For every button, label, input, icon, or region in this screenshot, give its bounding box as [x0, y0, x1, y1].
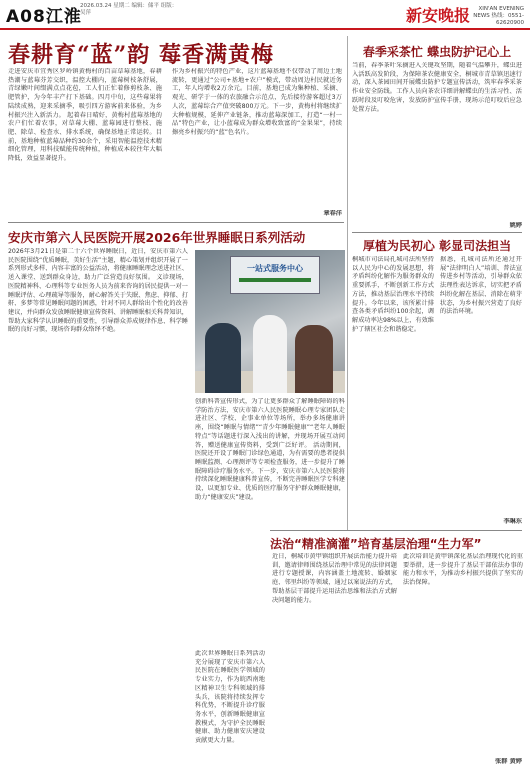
- column-divider: [347, 36, 348, 531]
- article-title-sleep-day: 安庆市第六人民医院开展2026年世界睡眠日系列活动: [8, 230, 306, 245]
- article-title-rule-of-law: 法治“精准滴灌”培育基层治理“生力军”: [270, 537, 482, 551]
- article-body-justice-col2: 据悉，孔城司法所还通过开展“法律明白人”培训、普法宣传进乡村等活动，引导群众依法理性表达诉求，切实把矛盾纠纷化解在基层、消除在萌芽状态，为乡村振兴营造了良好的法治环境。: [440, 256, 522, 316]
- person-figure: [253, 315, 287, 393]
- article-body-blueberry-col1: 走进安庆市宜秀区罗岭镇黄梅村的百亩草莓基地，春耕热潮与蓝莓芬芳交织，温控大棚内，蓝莓树枝条舒展，青绿嫩叶间缀满点点花苞，工人们正忙着修剪枝条、施肥管护，为今年丰产打下基础。四月中旬，这些莓果将陆续成熟，迎来采摘季，吸引四方游客前来体验，为乡村振兴注入新活力。 起着春日晴好，黄梅村蓝莓基地的农户们忙着农事，对草莓大棚、蓝莓园进行整枝、施肥、除草、检查水、排水系统，确保基地正常运转。目前，基地种植蓝莓品种约30余个，采用智能温控技术精细化管理，用科技赋能传统种植，种植成本较往年大幅降低，效益显著提升。: [8, 68, 162, 163]
- article-body-sleep-col3: 此次世界睡眠日系列活动充分展现了安庆市第六人民医院在睡眠医学领域的专业实力，作为皖西南地区精神卫生专科领域的排头兵，该院将持续发挥专科优势，不断提升诊疗服务水平，创新睡眠健康宣教模式，为守护全民睡眠健康、助力健康安庆建设贡献更大力量。: [195, 650, 265, 745]
- article-author-blueberry: 章春洋: [323, 210, 342, 217]
- edition-label: A08江淮: [6, 7, 82, 27]
- article-author-law: 张群 黄婷: [495, 758, 522, 765]
- issue-meta: 2026.03.24 星期二 编辑：储平 组版：吴萍: [80, 3, 178, 16]
- article-body-blueberry-col2: 作为乡村振兴的特色产业，这片蓝莓基地不仅带动了周边土地流转，更通过“公司+基地+农户”模式，带动周边村民就近务工，年人均增收2万余元。目前，基地已成为集种植、采摘、观光、研学于一体的农旅融合示范点，先后接待游客超过3万人次，蓝莓综合产值突破800万元。下一步，黄梅村将继续扩大种植规模，延伸产业链条，推动蓝莓深加工，打造“一村一品”特色产业，让小蓝莓成为群众增收致富的“金果果”，持续擦亮乡村振兴的“蓝”色名片。: [172, 68, 342, 136]
- article-title-tea-picking: 春季采茶忙 蝶虫防护记心上: [362, 45, 512, 59]
- page-header: [0, 0, 530, 30]
- article-title-justice: 厚植为民初心 彰显司法担当: [362, 239, 512, 253]
- divider: [8, 222, 344, 223]
- article-title-blueberry: 春耕育“蓝”韵 莓香满黄梅: [8, 42, 274, 68]
- person-figure: [205, 323, 241, 393]
- divider: [270, 530, 522, 531]
- article-body-justice-col1: 桐城市司法局孔城司法所坚持以人民为中心的发展思想，将矛盾纠纷化解作为服务群众的重要抓手，不断创新工作方式方法，推动基层治理水平持续提升。今年以来，该所累计排查各类矛盾纠纷100余起，调解成功率达98%以上，有效维护了辖区社会和谐稳定。: [352, 256, 434, 333]
- article-body-law-col1: 近日，桐城市黄甲镇组织开展法治能力提升培训，邀请律师围绕基层治理中常见的法律问题进行专题授课，内容涵盖土地流转、婚姻家庭、邻里纠纷等领域，通过以案说法的方式，帮助基层干部提升运用法治思维和法治方式解决问题的能力。: [272, 553, 397, 604]
- newspaper-info: XIN'AN EVENING NEWS 热线：0551-62620900: [473, 6, 524, 26]
- article-body-tea: 当前，春季茶叶采摘进入关键攻坚期，随着气温攀升，蝶虫进入活跃高发阶段，为保障茶农健康安全，桐城市青草镇迅速行动，深入茶园田间开展蝶虫防护专题宣传活动，筑牢春季采茶作业安全防线。工作人员向茶农详细讲解蝶虫的生活习性、活跃时段及叮咬危害，发放防护宣传手册，现场示范叮咬后应急处置方法。: [352, 62, 522, 113]
- article-author-justice: 李琳东: [503, 518, 522, 525]
- newspaper-brand: 新安晚报: [405, 6, 470, 25]
- person-figure: [295, 325, 333, 393]
- divider: [352, 232, 522, 233]
- article-body-law-col2: 此次培训是黄甲镇深化基层治理现代化的重要举措，进一步提升了基层干部依法办事的能力和水平，为推动乡村振兴提供了坚实的法治保障。: [403, 553, 523, 587]
- article-author-tea: 姚婷: [509, 222, 522, 229]
- service-center-sign: [230, 256, 320, 294]
- sign-text: 一站式服务中心: [247, 263, 303, 273]
- article-body-sleep-col2: 创新科普宣传形式，为了让更多群众了解睡眠障碍的科学防治方法，安庆市第六人民医院睡眠心理专家团队走进社区、学校、企事业单位等场所，举办多场健康讲座，围绕“睡眠与情绪”“青少年睡眠健康”“老年人睡眠特点”等话题进行深入浅出的讲解，并现场开展互动问答，赠送健康宣传资料，受到广泛好评。 活动期间，医院还开设了睡眠门诊绿色通道，为有需要的患者提供睡眠监测、心理测评等专项检查服务，进一步提升了睡眠障碍诊疗服务水平。下一步，安庆市第六人民医院将持续深化睡眠健康科普宣传，不断完善睡眠医学专科建设，以更加专业、优质的医疗服务守护群众睡眠健康，助力“健康安庆”建设。: [195, 398, 345, 501]
- news-photo: [195, 250, 345, 393]
- article-body-sleep-col1: 2026年3月21日是第二十六个世界睡眠日，近日，安庆市第六人民医院围绕“优质睡眠，美好生活”主题，精心策划并组织开展了一系列形式多样、内容丰富的公益活动，将健康睡眠理念送进社区、送入课堂、送到群众身边，助力广泛营造良好氛围。 义诊现场，医院精神科、心理科等专业医务人员为前来咨询的居民提供一对一睡眠评估、心理疏导等服务，耐心解答关于失眠、焦虑、抑郁、打鼾、多梦等常见睡眠问题的困惑，针对不同人群给出个性化的改善建议，并向群众发放睡眠健康宣传资料、讲解睡眠相关科普知识，帮助大家科学认识睡眠的重要性，引导群众养成规律作息、科学睡眠的良好习惯，现场咨询群众络绎不绝。: [8, 248, 188, 334]
